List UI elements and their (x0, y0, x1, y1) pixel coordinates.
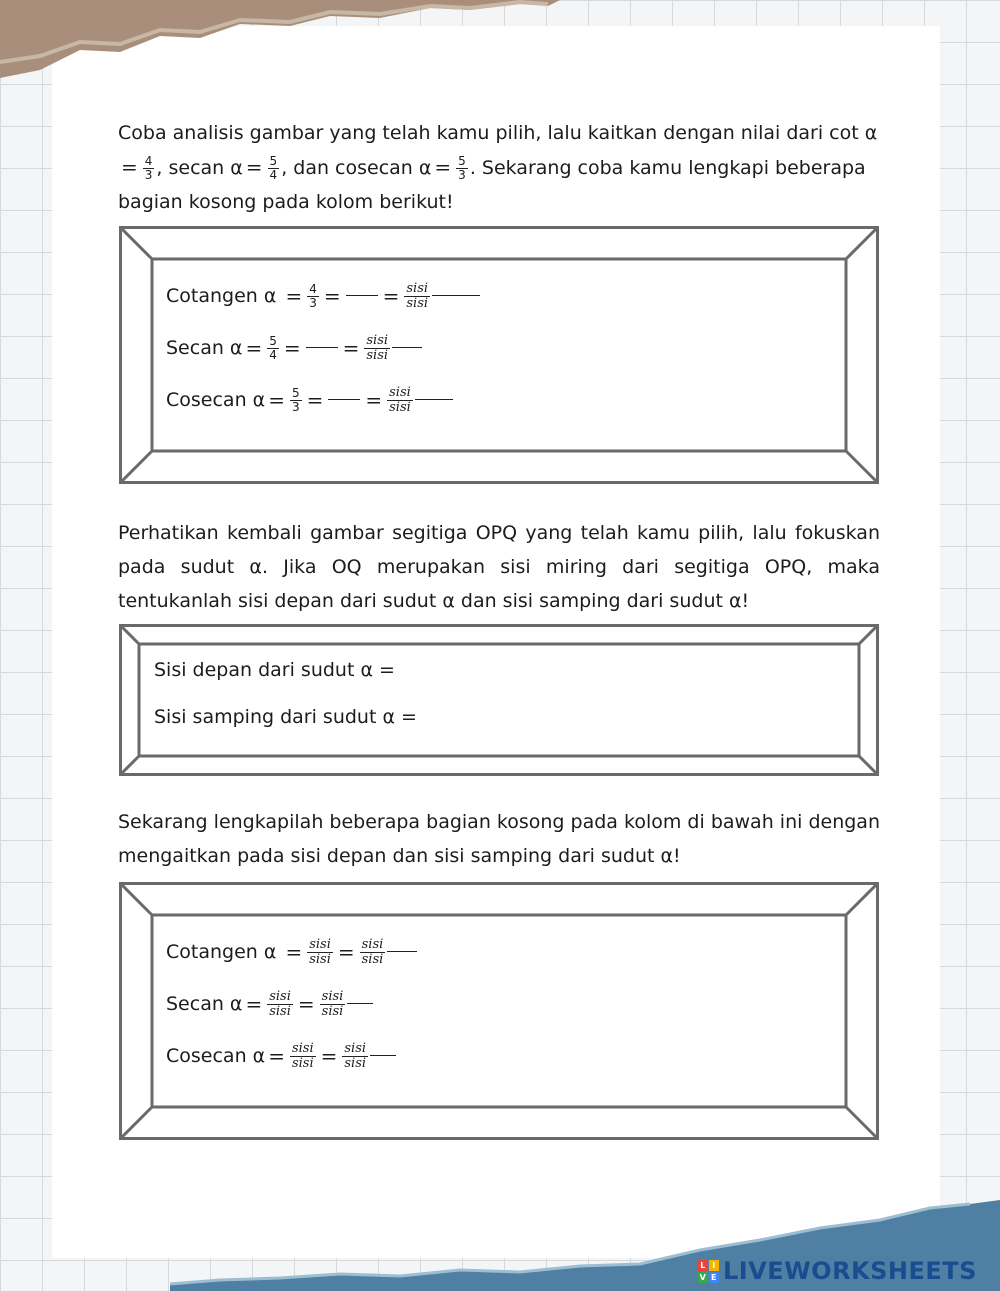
secan-blank-input[interactable] (306, 347, 338, 348)
sisi-samping-line: Sisi samping dari sudut α = (154, 695, 621, 739)
torn-paper-top-decoration (0, 0, 560, 90)
intro-paragraph (118, 116, 880, 219)
secan-fraction-b[interactable]: $\frac{\text{sisi}}{\text{sisi}}$ (321, 988, 344, 1019)
paragraph-2: Perhatikan kembali gambar segitiga OPQ yang telah kamu pilih, lalu fokuskan pada sudut α. Jika OQ merupakan sisi miring dari segitiga OPQ, maka tentukanlah sisi depan dari sudut α dan sisi samping dari sudut α! (118, 522, 880, 612)
sisi-depan-line: Sisi depan dari sudut α = (154, 648, 599, 692)
cotangen-fraction-a[interactable]: $\frac{\text{sisi}}{\text{sisi}}$ (309, 936, 331, 967)
secan-fraction: $\frac{5}{4}$ (269, 154, 278, 182)
secan-sisi-fraction[interactable]: $\frac{\text{sisi}}{\text{sisi}}$ (366, 332, 389, 363)
cosecan-fraction-b[interactable]: $\frac{\text{sisi}}{\text{sisi}}$ (344, 1040, 367, 1071)
box3-row-cosecan: Cosecan α = $\frac{\text{sisi}}{\text{sisi}}$ = $\frac{\text{sisi}}{\text{sisi}}$ (166, 1034, 396, 1078)
cosecan-fraction: $\frac{5}{3}$ (458, 154, 466, 182)
liveworksheets-logo-icon: L I V E (698, 1260, 719, 1283)
cot-fraction: $\frac{4}{3}$ (144, 154, 153, 182)
intro-line-3: bagian kosong pada kolom berikut! (118, 191, 454, 213)
cotangen-blank-input[interactable] (346, 295, 378, 296)
secan-fraction-a[interactable]: $\frac{\text{sisi}}{\text{sisi}}$ (269, 988, 291, 1019)
intro-line-1: Coba analisis gambar yang telah kamu pilih, lalu kaitkan dengan nilai dari cot α (118, 122, 878, 144)
cosecan-sisi-fraction[interactable]: $\frac{\text{sisi}}{\text{sisi}}$ (389, 384, 411, 415)
sisi-samping-input[interactable] (419, 716, 619, 717)
cosecan-blank-input[interactable] (328, 399, 360, 400)
cosecan-fraction-a[interactable]: $\frac{\text{sisi}}{\text{sisi}}$ (291, 1040, 314, 1071)
sisi-depan-input[interactable] (397, 669, 597, 670)
intro-line-2: = $\frac{4}{3}$ , secan α = $\frac{5}{4}$ , dan cosecan α = $\frac{5}{3}$ . Sekarang coba kamu lengkapi beberapa (121, 154, 866, 182)
box1-row-cotangen: Cotangen α = $\frac{4}{3}$ = = $\frac{\text{sisi}}{\text{sisi}}$ (166, 274, 480, 318)
cotangen-fraction-b[interactable]: $\frac{\text{sisi}}{\text{sisi}}$ (361, 936, 384, 967)
cotangen-sisi-fraction[interactable]: $\frac{\text{sisi}}{\text{sisi}}$ (406, 280, 429, 311)
box3-row-secan: Secan α = $\frac{\text{sisi}}{\text{sisi}}$ = $\frac{\text{sisi}}{\text{sisi}}$ (166, 982, 373, 1026)
box1-row-cosecan: Cosecan α = $\frac{5}{3}$ = = $\frac{\text{sisi}}{\text{sisi}}$ (166, 378, 453, 422)
box1-row-secan: Secan α = $\frac{5}{4}$ = = $\frac{\text{sisi}}{\text{sisi}}$ (166, 326, 422, 370)
paragraph-3: Sekarang lengkapilah beberapa bagian kosong pada kolom di bawah ini dengan mengaitkan pada sisi depan dan sisi samping dari sudut α! (118, 811, 880, 867)
box3-row-cotangen: Cotangen α = $\frac{\text{sisi}}{\text{sisi}}$ = $\frac{\text{sisi}}{\text{sisi}}$ (166, 930, 417, 974)
liveworksheets-logo[interactable] (698, 1256, 977, 1286)
brand-name: LIVEWORKSHEETS (723, 1257, 977, 1285)
